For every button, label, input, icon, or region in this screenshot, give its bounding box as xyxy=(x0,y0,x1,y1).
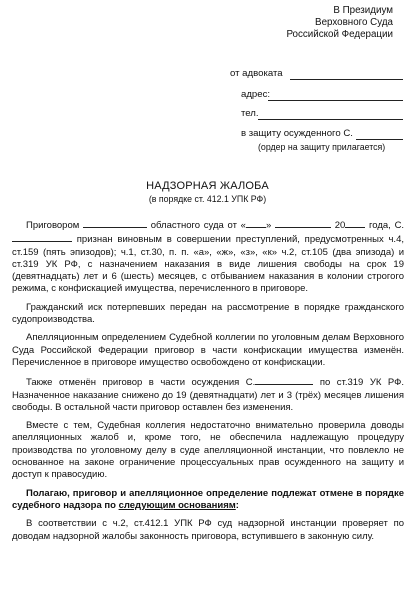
paragraph-partial-reversal: Также отменён приговор в части осуждения С. по ст.319 УК РФ. Назначенное наказание снижено до 19 (девятнадцати) лет и 3 (трёх) месяцев лишения свободы. В остальной части приговор оставлен без изменения. xyxy=(12,377,405,413)
paragraph-procedural-violation: Вместе с тем, Судебная коллегия недостаточно внимательно проверила доводы апелляционных жалоб и, кроме того, не обеспечила надлежащую процедуру производства по уголовному делу в суде апелляционной инстанции, что повлекло не основанное на законе ограничение процессуальных прав осужденного на защиту и доступ к правосудию. xyxy=(12,420,404,481)
month-blank xyxy=(275,218,331,228)
convict-name-blank-2 xyxy=(255,375,313,385)
day-blank xyxy=(246,218,266,228)
defense-line xyxy=(356,139,403,140)
court-blank xyxy=(83,218,147,228)
from-label: от адвоката xyxy=(230,68,283,79)
addressee-line-3: Российской Федерации xyxy=(286,29,393,40)
defense-label: в защиту осужденного С. xyxy=(241,128,353,139)
address-label: адрес: xyxy=(241,89,271,100)
document-subtitle: (в порядке ст. 412.1 УПК РФ) xyxy=(148,194,267,204)
document-title: НАДЗОРНАЯ ЖАЛОБА xyxy=(146,180,269,192)
addressee-line-1: В Президиум xyxy=(333,5,393,16)
addressee-block xyxy=(286,5,393,41)
paragraph-civil-claim: Гражданский иск потерпевших передан на рассмотрение в порядке гражданского судопроизводства. xyxy=(12,301,404,326)
phone-line xyxy=(258,119,403,120)
paragraph-verdict: Приговором областного суда от « » 20 года, С. признан виновным в совершении преступлений, предусмотренных ч.4, ст.159 (пять эпизодов); ч.1, ст.30, п. п. «а», «ж», «з», «к» ч.2, ст.105 (два эпизода) и ст.319 УК РФ, с назначением наказания в виде лишения свободы на срок 19 (девятнадцать) лет и 6 (шесть) месяцев, с отбыванием наказания в колонии строгого режима, с конфискацией имущества, перечисленного в приговоре. xyxy=(12,220,405,295)
paragraph-grounds: Полагаю, приговор и апелляционное определение подлежат отмене в порядке судебного надзора по следующим основаниям: xyxy=(12,487,404,511)
address-line xyxy=(268,100,403,101)
phone-label: тел. xyxy=(241,108,259,119)
paragraph-appeal-ruling: Апелляционным определением Судебной коллегии по уголовным делам Верховного Суда Российской Федерации приговор в части конфискации имущества изменён. Перечисленное в приговоре имущество освобождено от конфискации. xyxy=(12,332,404,368)
convict-name-blank xyxy=(12,232,72,242)
paragraph-legal-basis: В соответствии с ч.2, ст.412.1 УПК РФ суд надзорной инстанции проверяет по доводам надзорной жалобы законность приговора, вступившего в законную силу. xyxy=(12,518,404,542)
warrant-note: (ордер на защиту прилагается) xyxy=(258,142,386,152)
addressee-line-2: Верховного Суда xyxy=(315,17,393,28)
year-blank xyxy=(345,218,365,228)
from-line xyxy=(290,79,403,80)
document-body xyxy=(12,218,404,549)
